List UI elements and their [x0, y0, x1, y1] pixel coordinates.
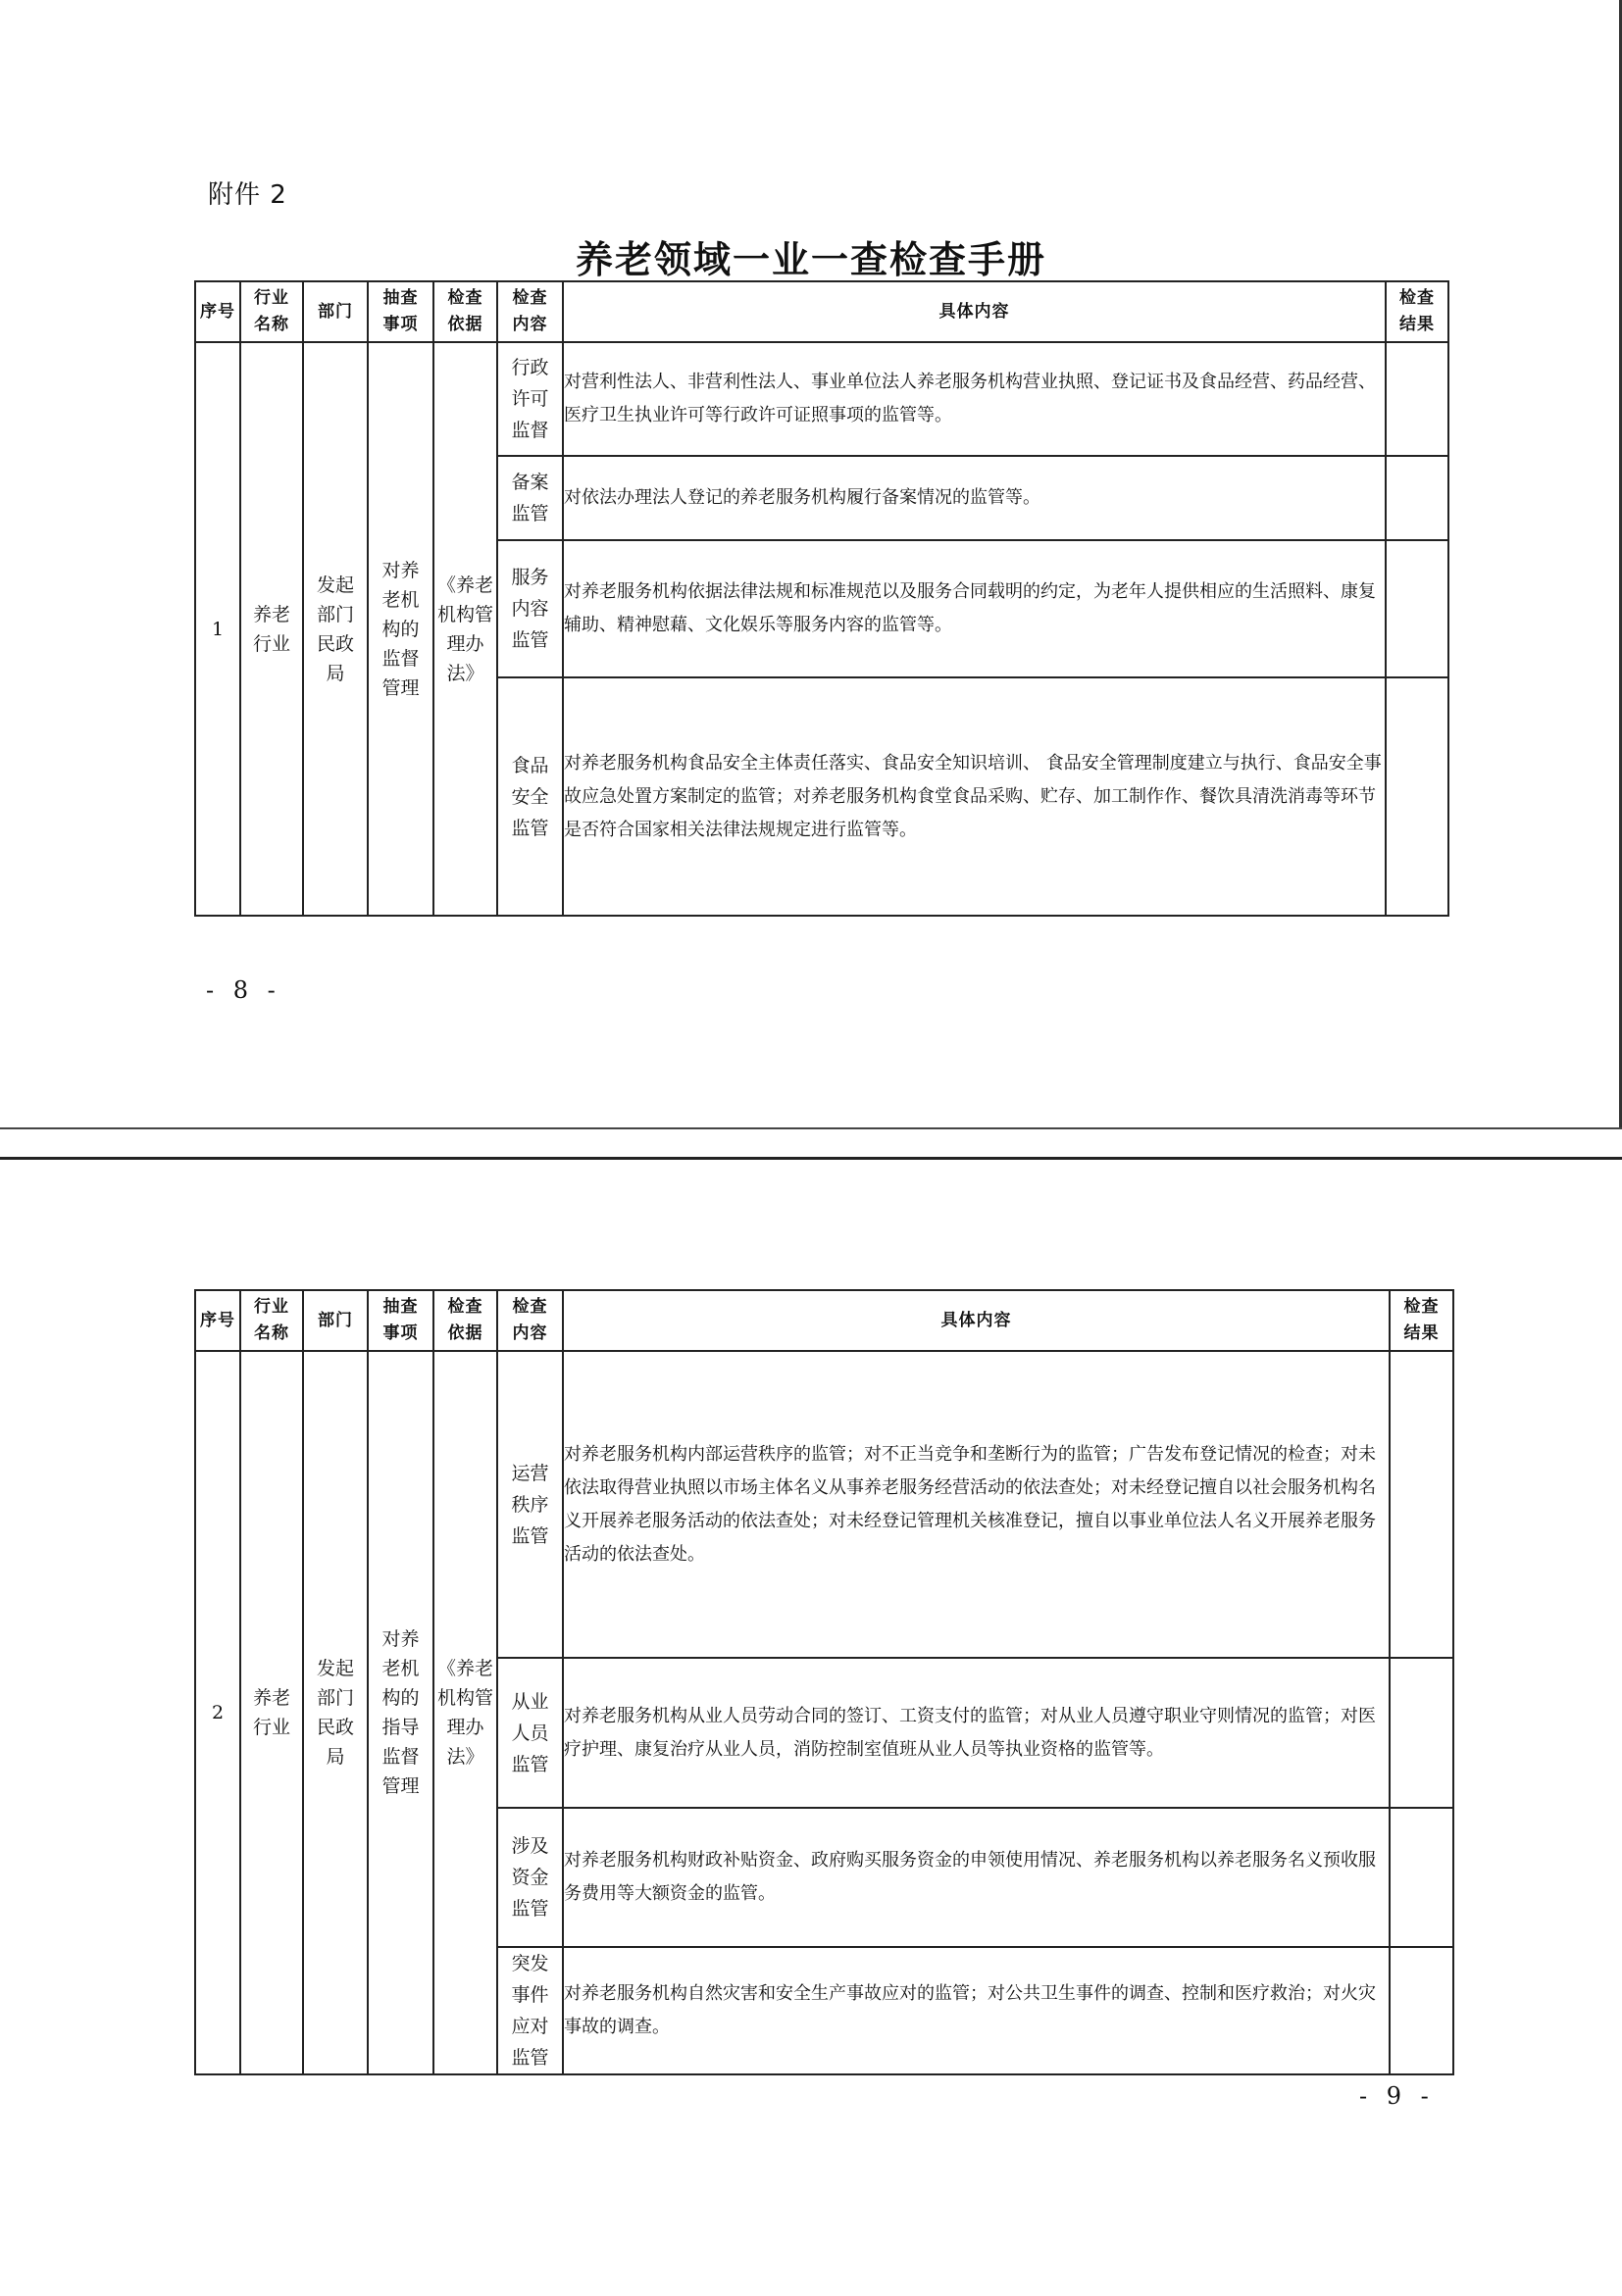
inspection-table — [194, 1289, 1454, 2075]
header-industry: 行业名称 — [240, 1290, 303, 1351]
inspection-table — [194, 280, 1449, 917]
page-separator — [0, 1127, 1622, 1129]
header-result: 检查结果 — [1386, 281, 1448, 342]
header-basis: 检查依据 — [433, 281, 497, 342]
result-cell[interactable] — [1386, 677, 1448, 916]
check-item: 备案监管 — [497, 456, 563, 540]
check-item: 从业人员监管 — [497, 1658, 563, 1808]
result-cell[interactable] — [1390, 1351, 1453, 1658]
seq-cell: 2 — [195, 1351, 240, 2074]
detail-cell: 对依法办理法人登记的养老服务机构履行备案情况的监管等。 — [563, 456, 1386, 540]
detail-cell: 对养老服务机构财政补贴资金、政府购买服务资金的申领使用情况、养老服务机构以养老服务名义预收服务费用等大额资金的监管。 — [563, 1808, 1390, 1947]
result-cell[interactable] — [1390, 1808, 1453, 1947]
industry-cell: 养老行业 — [240, 1351, 303, 2074]
dept-cell: 发起部门民政局 — [303, 1351, 368, 2074]
page-8 — [0, 0, 1622, 1129]
header-result: 检查结果 — [1390, 1290, 1453, 1351]
attachment-label: 附件 2 — [208, 180, 287, 210]
detail-cell: 对养老服务机构内部运营秩序的监管；对不正当竞争和垄断行为的监管；广告发布登记情况的检查；对未依法取得营业执照以市场主体名义从事养老服务经营活动的依法查处；对未经登记擅自以社会服务机构名义开展养老服务活动的依法查处；对未经登记管理机关核准登记，擅自以事业单位法人名义开展养老服务活动的依法查处。 — [563, 1351, 1390, 1658]
header-content: 检查内容 — [497, 1290, 563, 1351]
detail-cell: 对养老服务机构食品安全主体责任落实、食品安全知识培训、 食品安全管理制度建立与执行、食品安全事故应急处置方案制定的监管；对养老服务机构食堂食品采购、贮存、加工制作作、餐饮具清洗消毒等环节是否符合国家相关法律法规规定进行监管等。 — [563, 677, 1386, 916]
header-seq: 序号 — [195, 281, 240, 342]
industry-cell: 养老行业 — [240, 342, 303, 916]
table-row — [195, 342, 1448, 456]
basis-cell: 《养老机构管理办法》 — [433, 342, 497, 916]
result-cell[interactable] — [1390, 1947, 1453, 2074]
detail-cell: 对营利性法人、非营利性法人、事业单位法人养老服务机构营业执照、登记证书及食品经营、药品经营、医疗卫生执业许可等行政许可证照事项的监管等。 — [563, 342, 1386, 456]
header-industry: 行业名称 — [240, 281, 303, 342]
page-number: - 8 - — [206, 976, 281, 1004]
table-header-row — [195, 1290, 1453, 1351]
result-cell[interactable] — [1386, 342, 1448, 456]
basis-cell: 《养老机构管理办法》 — [433, 1351, 497, 2074]
detail-cell: 对养老服务机构自然灾害和安全生产事故应对的监管；对公共卫生事件的调查、控制和医疗救治；对火灾事故的调查。 — [563, 1947, 1390, 2074]
check-item: 食品安全监管 — [497, 677, 563, 916]
header-seq: 序号 — [195, 1290, 240, 1351]
header-dept: 部门 — [303, 281, 368, 342]
result-cell[interactable] — [1386, 456, 1448, 540]
result-cell[interactable] — [1390, 1658, 1453, 1808]
header-dept: 部门 — [303, 1290, 368, 1351]
header-detail: 具体内容 — [563, 281, 1386, 342]
check-item: 运营秩序监管 — [497, 1351, 563, 1658]
check-item: 涉及资金监管 — [497, 1808, 563, 1947]
table-header-row — [195, 281, 1448, 342]
spot-check-cell: 对养老机构的指导监督管理 — [368, 1351, 433, 2074]
detail-cell: 对养老服务机构从业人员劳动合同的签订、工资支付的监管；对从业人员遵守职业守则情况的监管；对医疗护理、康复治疗从业人员，消防控制室值班从业人员等执业资格的监管等。 — [563, 1658, 1390, 1808]
spot-check-cell: 对养老机构的监督管理 — [368, 342, 433, 916]
result-cell[interactable] — [1386, 540, 1448, 677]
page-number: - 9 - — [1359, 2082, 1435, 2110]
header-content: 检查内容 — [497, 281, 563, 342]
page-title: 养老领域一业一查检查手册 — [575, 237, 1046, 281]
header-basis: 检查依据 — [433, 1290, 497, 1351]
header-spot-check: 抽查事项 — [368, 1290, 433, 1351]
header-spot-check: 抽查事项 — [368, 281, 433, 342]
check-item: 服务内容监管 — [497, 540, 563, 677]
check-item: 突发事件应对监管 — [497, 1947, 563, 2074]
detail-cell: 对养老服务机构依据法律法规和标准规范以及服务合同载明的约定，为老年人提供相应的生活照料、康复辅助、精神慰藉、文化娱乐等服务内容的监管等。 — [563, 540, 1386, 677]
table-row — [195, 1351, 1453, 1658]
dept-cell: 发起部门民政局 — [303, 342, 368, 916]
seq-cell: 1 — [195, 342, 240, 916]
header-detail: 具体内容 — [563, 1290, 1390, 1351]
check-item: 行政许可监督 — [497, 342, 563, 456]
